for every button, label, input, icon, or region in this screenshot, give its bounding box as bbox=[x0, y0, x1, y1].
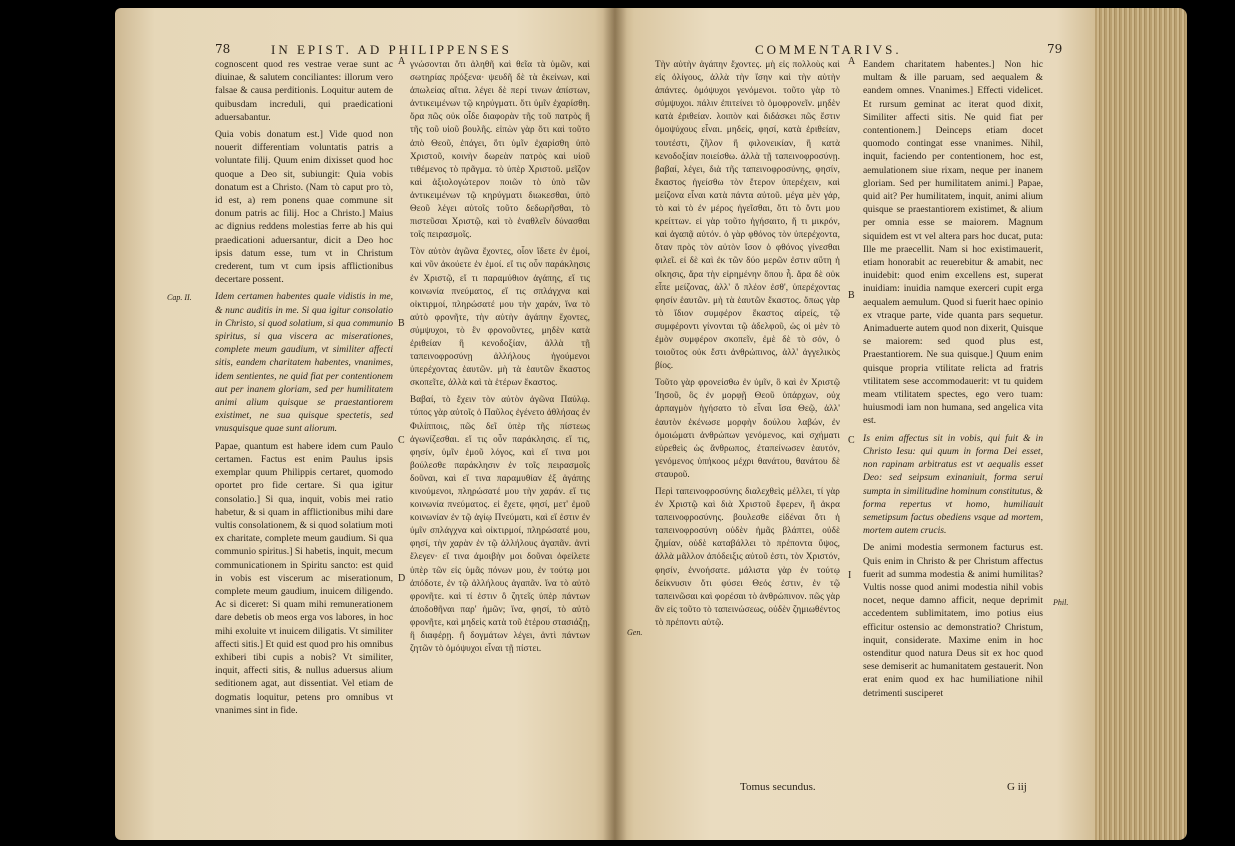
footer-tomus: Tomus secundus. bbox=[740, 781, 816, 793]
right-page bbox=[615, 8, 1095, 840]
footer-signature: G iij bbox=[1007, 781, 1027, 793]
greek-column bbox=[655, 58, 840, 633]
latin-paragraph: Eandem charitatem habentes.] Non hic multam & ille paruam, sed aequalem & eandem omnes. Vnanimes.] Effecti videlicet. Et rursum geminat ac iterat quod dixit, Similiter affecti sitis. Ne quid fiat per contentionem.] Deinceps etiam docet quomodo contingat esse vnanimes. Nihil, inquit, faciendo per contentionem, hoc est, aemulationem siue rixam, neque per inanem gloriam. Sed per humilitatem animi.] Papae, quid ait? Per humilitatem, inquit, animi alium quisque se praestantiorem existimet, & alium per omnia esse se maiorem. Magnum siquidem est vt vel altera pars hoc ducat, puta: Ille me praecellit. Nam si hoc existimauerit, etiam honorabit ac reuerebitur & amabit, nec inuidebit: quod enim excellens est, superat inuidiam: inuidia namque exerceri cupit erga aequalem aemulum. Quod si fuerit haec opinio ex vtraque parte, vide quanta pars sequetur. Animaduerte autem quod non dixerit, Quisque se maiorem: sed quod plus est, Praestantiorem. Ne sua quisque.] Quum enim quisque propria vtilitate relicta ad fratris vtilitatem sese accommodauerit: vt tu quidem meam vtilitatem spectes, ego vero tuam: huiusmodi iam non humana, sed angelica vita est. bbox=[863, 59, 1043, 427]
running-head: IN EPIST. AD PHILIPPENSES bbox=[271, 42, 512, 57]
margin-letter: A bbox=[848, 56, 856, 67]
greek-paragraph: Περὶ ταπεινοφροσύνης διαλεχθεὶς μέλλει, τί γὰρ ἐν Χριστῷ καὶ διὰ Χριστοῦ ἔφερεν, ἢ ἀκρα ταπεινοφροσύνης. βουλεσθε εἰδέναι ὅτι ἡ ταπεινοφροσύνη οὐδὲν ἡμᾶς βλάπτει, οὐδὲ ζημίαν, οὐδὲ καταβάλλει τὸ πρέποντα ὕψος, ἀλλὰ μᾶλλον ἀπόδειξις αὐτοῦ ἐστι, τὸν Χριστόν, φησίν, ἐννοήσατε. μάλιστα γὰρ ἐν τούτῳ δείκνυσιν ὅτι φύσει Θεός ἐστιν, ἐν τῷ ταπεινῶσαι καὶ φορέσαι τὸ ἀνθρώπινον. πῶς γὰρ ἂν εἰς τοῦτο τὸ ταπεινώσεως, οὐδὲν ζημιωθέντος τὸ πρέποντι αὐτῷ. bbox=[655, 486, 840, 627]
latin-column bbox=[863, 58, 1043, 704]
margin-letter: C bbox=[848, 435, 855, 446]
open-book bbox=[115, 8, 1187, 840]
latin-paragraph: Quia vobis donatum est.] Vide quod non nouerit differentiam voluntatis patris a voluntate filij. Quum enim dixisset quod hoc quoque a Deo sit, subiungit: Quia vobis donatum est a Christo. (Nam τὸ caput pro τὸ, id est, a) rem ponens quae commune sit donum patris ac filij. Hoc a Christo.] Maius ac dignius reddens molestias ferre ab his qui praedicationi aduersantur, dicit a Deo hoc ipsis datum esse, tum vt in Christum crederent, tum vt cum ipsis afflictionibus decertare possent. bbox=[215, 129, 393, 286]
margin-letter: B bbox=[848, 290, 855, 301]
side-note: Cap. II. bbox=[167, 293, 192, 302]
margin-letter: I bbox=[848, 570, 852, 581]
latin-column bbox=[215, 58, 393, 721]
running-head: COMMENTARIVS. bbox=[755, 42, 902, 57]
greek-paragraph: Τοῦτο γὰρ φρονείσθω ἐν ὑμῖν, ὃ καὶ ἐν Χριστῷ Ἰησοῦ, ὃς ἐν μορφῇ Θεοῦ ὑπάρχων, οὐχ ἁρπαγμὸν ἡγήσατο τὸ εἶναι ἴσα Θεῷ, ἀλλ' ἑαυτὸν ἐκένωσε μορφὴν δούλου λαβών, ἐν ὁμοιώματι ἀνθρώπων γενόμενος, καὶ σχήματι εὑρεθεὶς ὡς ἄνθρωπος, ἐταπείνωσεν ἑαυτόν, γενόμενος ὑπήκοος μέχρι θανάτου, θανάτου δὲ σταυροῦ. bbox=[655, 377, 840, 479]
margin-letter: C bbox=[398, 435, 405, 446]
latin-paragraph: De animi modestia sermonem facturus est. Quis enim in Christo & per Christum affectus fuerit ad summa modestia & animi humilitas? Vultis nosse quod animi modestia nihil vobis nocet, neque damno afficit, neque deprimit accedentem sublimitatem, imo potius eius efficitur ostensio ac demonstratio? Christum, inquit, considerate. Maxime enim in hoc ostenditur quod natura Deus sit ex hoc quod sese demiserit ac humanitatem gestauerit. Non erat enim quod ex hac humiliatione nihil detrimenti susciperet bbox=[863, 542, 1043, 699]
page-number: 78 bbox=[215, 42, 231, 56]
left-page bbox=[115, 8, 615, 840]
side-note: Phil. bbox=[1053, 598, 1069, 607]
latin-paragraph: Idem certamen habentes quale vidistis in me, & nunc auditis in me. Si qua igitur consolatio in Christo, si quod solatium, si qua communio spiritus, si qua viscera ac miserationes, complete meum gaudium, vt similiter affecti sitis, eandem charitatem habentes, vnanimes, idem sentientes, ne quid fiat per contentionem aut per inanem gloriam, sed per humilitatem animi alium quisque se praestantiorem existimet, ne sua quisque spectetis, sed vnusquisque quae sunt aliorum. bbox=[215, 291, 393, 435]
page-edges bbox=[1095, 8, 1187, 840]
greek-paragraph: γνώσονται ὅτι ἀληθῆ καὶ θεῖα τὰ ὑμῶν, καὶ σωτηρίας πρόξενα· ψευδῆ δὲ τὰ ἐκείνων, καὶ ἀπωλείας αἴτια. λέγει δὲ περί τινων ἀπίστων, ἀντικειμένων τῷ κηρύγματι. ὅτι ὑμῖν ἐχαρίσθη. ὅρα πῶς οὐκ οἶδε διαφορὰν τῆς τοῦ πατρὸς ἢ τῆς τοῦ υἱοῦ βουλῆς. εἰπὼν γὰρ ὅτι καὶ τοῦτο ἀπὸ Θεοῦ, ἐπάγει, ὅτι ὑμῖν ἐχαρίσθη ὑπὸ Χριστοῦ, κοινὴν δωρεὰν πατρὸς καὶ υἱοῦ τιθέμενος τὸ πρᾶγμα. τὸ ὑπὲρ Χριστοῦ. μεῖζον καὶ ἀξιολογώτερον ποιῶν τὸ ὑπὸ τῶν ἀντικειμένων τῷ κηρύγματι διωκεσθαι, ὑπὸ Θεοῦ λέγει αὐτοῖς τοῦτο δεδωρῆσθαι, τὸ πιστεῦσαι Χριστῷ, καὶ τὸ ἐναθλεῖν δύνασθαι τοῖς πειρασμοῖς. bbox=[410, 59, 590, 240]
greek-paragraph: Τὴν αὐτὴν ἀγάπην ἔχοντες. μὴ εἰς πολλοὺς καὶ εἰς ὀλίγους, ἀλλὰ τὴν ἴσην καὶ τὴν αὐτὴν ἀπάντες. ὁμόψυχοι γενόμενοι. τοῦτο γὰρ τὸ σύμψυχοι. πάλιν ἐπιτείνει τὸ ὁμοφρονεῖν. μηδὲν κατὰ ἐριθείαν. λοιπὸν καὶ διδάσκει πῶς ἔστιν ὁμοψύχους εἶναι. μηδείς, φησί, κατὰ ἐριθείαν, τουτέστι, ζῆλον ἢ φιλονεικίαν, ἢ κατὰ κενοδοξίαν ποιείσθω. ἀλλὰ τῇ ταπεινοφροσύνῃ. βαβαί, λέγει, διὰ τῆς ταπεινοφροσύνης, φησίν, ἕκαστος ἡγείσθω τὸν ἕτερον ὑπερέχειν, καὶ μείζονα εἶναι κατὰ πάντα αὐτοῦ. μέγα μὲν γάρ, τὸ καὶ τὸ ἐν μέρος ἡγεῖσθαι, ὅτι τὸ ὄντι μου κρείττων. εἰ γὰρ τοῦτο ἡγήσαιτο, ἤ τι μικρόν, καὶ ἀγαπᾷ αὐτόν. ὁ γὰρ φθόνος τὸν ὑπερέχοντα, ὅταν πρὸς τὸν αὐτὸν ἴσον ὁ φθόνος γίνεσθαι φιλεῖ. εἰ δὲ καὶ ἐκ τῶν δύο μερῶν ἐστιν αὕτη ἡ οἴκησις, ἄρα τὴν εἰρημένην ὅπου ἦ. ἄρα δὲ οὐκ εἶπε μείζονας, ἀλλ' ὅ πλέον ἐσθ', ὑπερέχοντας φησίν ἑαυτῶν. μὴ τὰ ἑαυτῶν ἕκαστος. ὅπως γὰρ τὸ ἴδιον συμφέρον ἕκαστος αἰρείς, τῷ συμφέροντι γίνονται τῷ ἀδελφοῦ, ὡς οἱ μὲν τὸ ἐμὸν συμφέρον σκοπεῖν, ἐμὲ δὲ τὸ σόν, ὁ τοιοῦτος οὐκ ἔστι ἀνθρώπινος, ἀλλ' ἀγγελικὸς βίος. bbox=[655, 59, 840, 371]
latin-paragraph: Papae, quantum est habere idem cum Paulo certamen. Factus est enim Paulus ipsis exemplar quum Philippis certaret, quomodo oportet pro fide certare. Si qua igitur consolatio.] Si qua, inquit, vobis mei ratio habetur, & si quam in afflictionibus mihi dare vultis consolationem, & si quod solatium moti ex charitate, complete meum gaudium. Si qua communio spiritus.] Si habetis, inquit, mecum communicationem in Spiritu sancto: est quid in vobis est viscerum ac miserationum, complete meum gaudium, inuicem diligendo. Ac si diceret: Si quam mihi remunerationem dare debetis ob meos erga vos labores, in hoc mihi exoluite vt inuicem diligatis. Vt similiter affecti sitis.] Et quid est quod pro his omnibus exhiberi tibi cupis a nobis? Vt similiter, inquit, affecti sitis, & nullus aduersus alium seditionem agat, aut dissentiat. Vel etiam de dogmatis loquitur, petens pro omnibus vt vnanimes sint in fide. bbox=[215, 440, 393, 716]
latin-paragraph: Is enim affectus sit in vobis, qui fuit & in Christo Iesu: qui quum in forma Dei esset, non rapinam arbitratus est vt aequalis esset Deo: sed seipsum exinaniuit, forma serui sumpta in similitudine hominum constitutus, & forma repertus vt homo, humiliauit semetipsum factus obediens vsque ad mortem, mortem autem crucis. bbox=[863, 432, 1043, 537]
margin-letter: B bbox=[398, 318, 405, 329]
greek-paragraph: Βαβαί, τὸ ἔχειν τὸν αὐτὸν ἀγῶνα Παύλῳ. τύπος γὰρ αὐτοῖς ὁ Παῦλος ἐγένετο ἀθλήσας ἐν Φιλίπποις, πῶς δεῖ ὑπὲρ τῆς πίστεως ἀγωνίζεσθαι. εἴ τις οὖν παράκλησις. εἴ τις, φησίν, ὑμῖν ἐμοῦ λόγος, καὶ εἴ τινα μοι βούλεσθε παράκλησιν ἐν τοῖς πειρασμοῖς δοῦναι, καὶ εἴ τινα παραμυθίαν ἐξ ἀγάπης κινούμενοι, πληρώσατέ μου τὴν χαράν. εἴ τις κοινωνία πνεύματος. εἰ ἔχετε, φησί, μετ' ἐμοῦ κοινωνίαν ἐν τῷ ἁγίῳ Πνεύματι, καὶ εἴ ἐστιν ἐν ὑμῖν σπλάγχνα καὶ οἰκτιρμοί, πληρώσατέ μου, φησί, τὴν χαρὰν ἐν τῷ ἀλλήλους ἀγαπᾶν. ἀντὶ ἔλεγεν· εἴ τινα ἀμοιβὴν μοι δοῦναι ὀφείλετε ὑπὲρ τῶν εἰς ὑμᾶς πόνων μου, ἐν τούτῳ μοι ἀπόδοτε, ἐν τῷ ἀλλήλους ἀγαπᾶν. ἵνα τὸ αὐτὸ φρονῆτε. καὶ τί ἐστιν ὃ ζητεῖς ὑπὲρ πάντων ἀποδοθῆναι παρ' ἡμῶν; ἵνα, φησί, τὸ αὐτὸ φρονῆτε, καὶ μηδεὶς κατὰ τοῦ ἑτέρου στασιάζῃ, ἢ διαφέρῃ. ἢ δογμάτων λέγει, ἀντὶ πάντων ζητῶν τὸ ὁμόψυχοι εἶναι τῇ πίστει. bbox=[410, 394, 590, 654]
side-note: Gen. bbox=[627, 628, 643, 637]
margin-letter: D bbox=[398, 573, 406, 584]
margin-letter: A bbox=[398, 56, 406, 67]
book-gutter bbox=[603, 8, 627, 840]
greek-column bbox=[410, 58, 590, 659]
page-number: 79 bbox=[1047, 42, 1063, 56]
greek-paragraph: Τὸν αὐτὸν ἀγῶνα ἔχοντες, οἷον ἴδετε ἐν ἐμοί, καὶ νῦν ἀκούετε ἐν ἐμοί. εἴ τις οὖν παράκλησις ἐν Χριστῷ, εἴ τι παραμύθιον ἀγάπης, εἴ τις κοινωνία πνεύματος, εἴ τις σπλάγχνα καὶ οἰκτιρμοί, πληρώσατέ μου τὴν χαράν, ἵνα τὸ αὐτὸ φρονῆτε, τὴν αὐτὴν ἀγάπην ἔχοντες, σύμψυχοι, τὸ ἓν φρονοῦντες, μηδὲν κατὰ ἐριθείαν ἢ κενοδοξίαν, ἀλλὰ τῇ ταπεινοφροσύνῃ ἀλλήλους ἡγούμενοι ὑπερέχοντας ἑαυτῶν. μὴ τὰ ἑαυτῶν ἕκαστος σκοπεῖτε, ἀλλὰ καὶ τὰ ἑτέρων ἕκαστος. bbox=[410, 246, 590, 388]
latin-paragraph: cognoscent quod res vestrae verae sunt ac diuinae, & salutem conciliantes: illorum vero falsae & causa perditionis. Loquitur autem de quibusdam increduli, qui praedicationi aduersabantur. bbox=[215, 59, 393, 123]
